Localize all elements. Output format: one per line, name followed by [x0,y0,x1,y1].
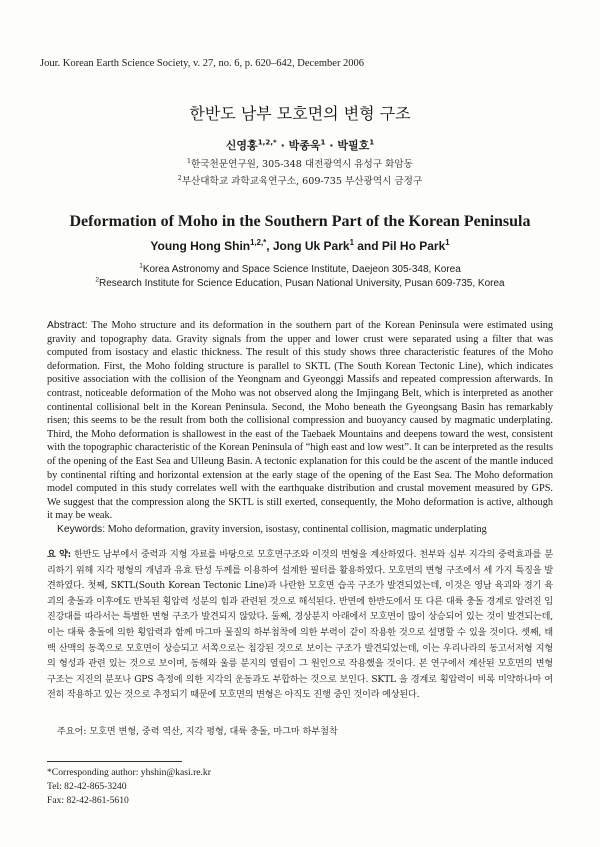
telephone: Tel: 82-42-865-3240 [47,781,127,792]
author-separator: · [325,139,338,152]
korean-author-2-sup: 1 [320,137,326,147]
journal-citation: Jour. Korean Earth Science Society, v. 27, no. 6, p. 620–642, December 2006 [40,58,365,69]
abstract-label: Abstract: [47,320,88,331]
english-title: Deformation of Moho in the Southern Part of the Korean Peninsula [69,213,531,230]
english-author-3: Pil Ho Park [381,239,446,253]
korean-affiliation-2 [0,173,600,187]
english-authors [0,239,600,253]
affiliation-marker: 2 [177,174,182,182]
korean-abstract [47,547,553,704]
affiliation-text: 부산대학교 과학교육연구소, 609-735 부산광역시 금정구 [181,176,423,187]
author-separator: , [266,239,273,253]
author-separator: · [276,139,289,152]
korean-abstract-label: 요 약: [47,549,71,560]
english-author-1-sup: 1,2,* [250,238,267,247]
english-author-2-sup: 1 [349,238,354,247]
keywords-text: Moho deformation, gravity inversion, isostasy, continental collision, magmatic underplating [105,524,487,535]
english-author-3-sup: 1 [445,238,450,247]
korean-title: 한반도 남부 모호면의 변형 구조 [189,104,411,123]
footnote-divider [47,761,182,762]
keywords [57,524,553,535]
corresponding-author: *Corresponding author: yhshin@kasi.re.kr [47,767,211,778]
affiliation-text: Research Institute for Science Education, Pusan National University, Pusan 609-735, Korea [99,278,505,289]
korean-keywords-label: 주요어: [57,727,87,737]
korean-author-3: 박필호 [337,139,370,152]
affiliation-text: 한국천문연구원, 305-348 대전광역시 유성구 화암동 [191,159,413,170]
english-affiliation-2 [0,278,600,289]
korean-affiliation-1 [0,156,600,170]
author-separator: and [353,239,382,253]
korean-keywords [57,724,553,737]
english-author-2: Jong Uk Park [272,239,350,253]
keywords-label: Keywords: [57,524,106,535]
english-author-1: Young Hong Shin [150,239,251,253]
korean-author-3-sup: 1 [369,137,375,147]
affiliation-text: Korea Astronomy and Space Science Institute, Daejeon 305-348, Korea [142,264,461,275]
affiliation-marker: 1 [139,262,143,270]
affiliation-marker: 1 [187,157,192,165]
korean-authors [0,137,600,153]
abstract [47,319,553,523]
korean-keywords-text: 모호면 변형, 중력 역산, 지각 평형, 대륙 충돌, 마그마 하부첨착 [86,727,338,737]
korean-author-1-sup: 1,2,* [257,137,277,147]
fax: Fax: 82-42-861-5610 [47,795,129,806]
korean-author-1: 신영홍 [225,139,258,152]
korean-abstract-text: 한반도 남부에서 중력과 지형 자료를 바탕으로 모호면구조와 이것의 변형을 계산하였다. 천부와 심부 지각의 중력효과를 분리하기 위해 지각 평형의 개념과 유효 탄성 두께를 이용하여 설계한 필터를 활용하였다. 모호면의 변형 구조에서 세 가지 특징을 발견하였다. 첫째, SKTL(South Korean Tectonic Line)과 나란한 모호면 습곡 구조가 발견되었는데, 이것은 영남 육괴와 경기 육괴의 충돌과 이후에도 반복된 횡압력 성분의 힘과 관련된 것으로 해석된다. 반면에 한반도에서 또 다른 대륙 충돌 경계로 알려진 임진강대를 따라서는 특별한 변형 구조가 발견되지 않았다. 둘째, 경상분지 아래에서 모호면이 많이 상승되어 있는 것이 발견되는데, 이는 대륙 충돌에 의한 횡압력과 함께 마그마 물질의 하부첨착에 의한 부력이 같이 작용한 것으로 설명할 수 있을 것이다. 셋째, 태백 산맥의 동쪽으로 모호면이 상승되고 서쪽으로는 침강된 것으로 보이는 구조가 발견되었는데, 이는 우리나라의 동고서저형 지형의 형성과 관련 있는 것으로 보이며, 동해와 울릉 분지의 열림이 그 원인으로 작용했을 것이다. 본 연구에서 계산된 모호면의 변형 구조는 지진의 분포나 GPS 측정에 의한 지각의 운동과도 부합하는 것으로 보인다. SKTL 을 경계로 횡압력이 비록 미약하나마 여전히 작용하고 있는 것으로 추정되기 때문에 모호면의 변형은 아직도 진행 중인 것이라 예상된다. [47,550,553,701]
korean-author-2: 박종욱 [288,139,321,152]
affiliation-marker: 2 [95,276,99,284]
abstract-text: The Moho structure and its deformation in the southern part of the Korean Peninsula were estimated using gravity and topography data. Gravity signals from the upper and lower crust were separated using a filter that was computed from isostacy and elastic thickness. The result of this study shows three characteristic features of the Moho deformation. First, the Moho folding structure is parallel to SKTL (The South Korean Tectonic Line), which indicates positive association with the collision of the Yeongnam and Gyeonggi Massifs and repeated compression afterwards. In contrast, noticeable deformation of the Moho was not observed along the Imjingang Belt, which is interpreted as another continental collisional belt in the Korean Peninsula. Second, the Moho beneath the Gyeongsang Basin has remarkably risen; this seems to be the result from both the collisional compression and buoyancy caused by magmatic underplating. Third, the Moho deformation is shallowest in the east of the Taebaek Mountains and deepens toward the west, consistent with the topographic characteristic of the Korean Peninsula of “high east and low west”. It can be interpreted as the results of the opening of the East Sea and Ulleung Basin. A tectonic explanation for this could be the ascent of the mantle induced by continental rifting and horizontal extension at the early stage of the opening of the East Sea. The Moho deformation model computed in this study correlates well with the earthquake distribution and crustal movement measured by GPS. We suggest that the compression along the SKTL is still exerted, consequently, the Moho deformation is active, although it may be weak. [47,320,553,522]
english-affiliation-1 [0,264,600,275]
